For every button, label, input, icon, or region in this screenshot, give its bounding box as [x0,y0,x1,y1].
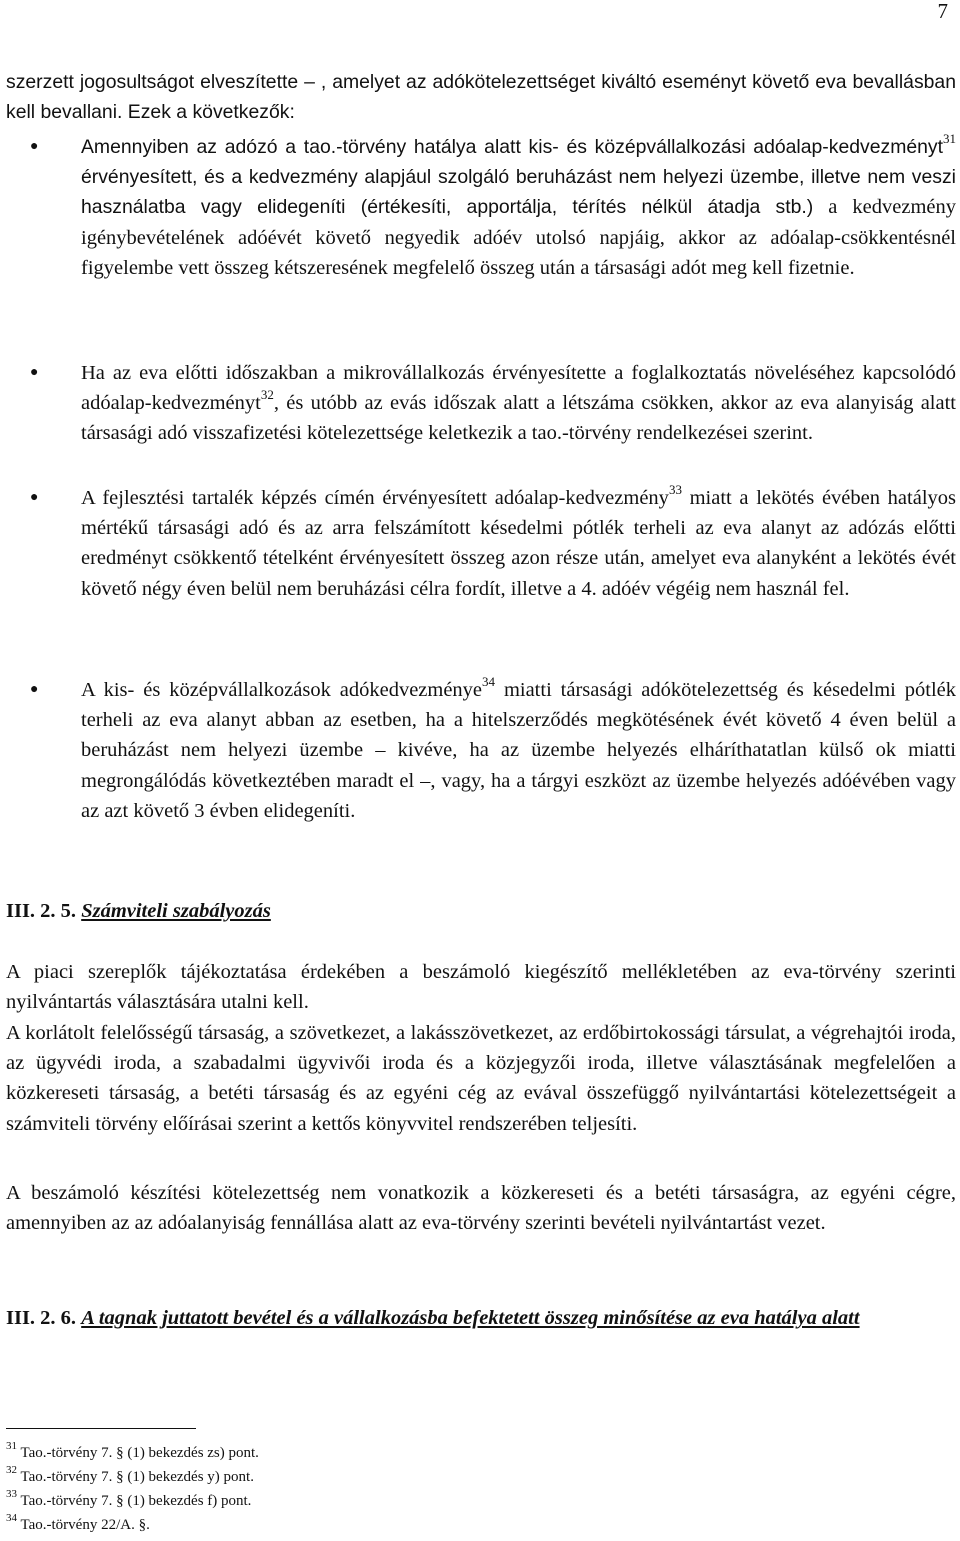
list-item-text: A kis- és középvállalkozások adókedvezménye [81,679,483,701]
list-item-text: Amennyiben az adózó a tao.-törvény hatálya alatt kis- és középvállalkozási adóalap-kedvezményt [81,136,943,158]
section-heading [6,896,271,926]
footnote-number: 34 [6,1512,17,1524]
section-heading [6,1303,956,1333]
bullet-dot-icon: ● [30,139,39,154]
intro-paragraph: szerzett jogosultságot elveszítette – , amelyet az adókötelezettséget kiváltó eseményt követő eva bevallásban kell bevallani. Ezek a következők: [6,71,956,124]
footnote-text: Tao.-törvény 22/A. §. [17,1517,150,1533]
list-item-text: miatt a lekötés évében hatályos mértékű társasági adó és az arra felszámított késedelmi pótlék terheli az eva alanyt az adózás előtti eredményt csökkentő tételként érvényesített összeg azon része után, amelyet eva alanyként a lekötés évét követő négy éven belül nem beruházási célra fordít, illetve a 4. adóév végéig nem használ fel. [81,487,956,600]
footnote [6,1465,254,1489]
list-item-text: A fejlesztési tartalék képzés címén érvényesített adóalap-kedvezmény [81,487,669,509]
list-item [81,358,956,449]
footnote [6,1441,259,1465]
body-paragraph: A korlátolt felelősségű társaság, a szövetkezet, a lakásszövetkezet, az erdőbirtokossági társulat, a végrehajtói iroda, az ügyvédi iroda, a szabadalmi ügyvivői iroda és a közjegyzői iroda, illetve választásának megfelelően a közkereseti társaság, a betéti társaság és az egyéni cég az evával összefüggő nyilvántartási kötelezettségeit a számviteli törvény előírásai szerint a kettős könyvvitel rendszerében teljesíti. [6,1022,956,1135]
footnote-text: Tao.-törvény 7. § (1) bekezdés y) pont. [17,1469,254,1485]
footnote-ref: 31 [943,131,956,147]
section-title: A tagnak juttatott bevétel és a vállalkozásba befektetett összeg minősítése az eva hatálya alatt [81,1307,860,1329]
footnote-number: 33 [6,1488,17,1500]
list-item-text: miatti társasági adókötelezettség és késedelmi pótlék terheli az eva alanyt abban az esetben, ha a hitelszerződés megkötésének évét követő 4 éven belül a beruházást nem helyezi üzembe – kivéve, ha az üzembe helyezés elháríthatatlan külső ok miatti megrongálódás következtében maradt el –, vagy, ha a tárgyi eszközt az üzembe helyezés adóévében vagy az azt követő 3 évben elidegeníti. [81,679,957,822]
footnote-number: 31 [6,1440,17,1452]
bullet-dot-icon: ● [30,365,39,380]
list-item [81,675,956,826]
footnote-text: Tao.-törvény 7. § (1) bekezdés zs) pont. [17,1445,259,1461]
bullet-dot-icon: ● [30,682,39,697]
footnote-number: 32 [6,1464,17,1476]
section-number: III. 2. 6. [6,1307,82,1329]
list-item-text: , és utóbb az evás időszak alatt a létszáma csökken, akkor az eva alanyiság alatt társasági adó visszafizetési kötelezettsége keletkezik a tao.-törvény rendelkezései szerint. [81,392,956,445]
section-number: III. 2. 5. [6,900,82,922]
footnote-ref: 32 [260,387,274,403]
footnote [6,1513,150,1537]
body-paragraph: A piaci szereplők tájékoztatása érdekében a beszámoló kiegészítő mellékletében az eva-törvény szerinti nyilvántartás választására utalni kell. [6,961,956,1014]
body-paragraph: A beszámoló készítési kötelezettség nem vonatkozik a közkereseti és a betéti társaságra, az egyéni cégre, amennyiben az az adóalanyiság fennállása alatt az eva-törvény szerinti bevételi nyilvántartást vezet. [6,1182,956,1235]
list-item-text: érvényesített, és a kedvezmény alapjául szolgáló beruházást nem helyezi üzembe, illetve nem veszi használatba vagy elidegeníti (értékesíti, apportálja, térítés nélkül átadja stb.) [81,166,956,219]
list-item [81,132,956,283]
footnote-text: Tao.-törvény 7. § (1) bekezdés f) pont. [17,1493,252,1509]
page-number: 7 [937,0,948,23]
footnote [6,1489,251,1513]
bullet-dot-icon: ● [30,490,39,505]
list-item-text: Ha az eva előtti időszakban a mikrovállalkozás érvényesítette a foglalkoztatás növeléséhez kapcsolódó adóalap-kedvezményt [81,362,956,415]
list-item-text: a kedvezmény igénybevételének adóévét követő negyedik adóév utolsó napjáig, akkor az adóalap-csökkentésnél figyelembe vett összeg kétszeresének megfelelő összeg után a társasági adót meg kell fizetnie. [81,196,956,279]
list-item [81,483,956,604]
footnote-ref: 33 [668,482,682,498]
footnote-ref: 34 [482,674,496,690]
section-title: Számviteli szabályozás [81,900,271,922]
footnote-divider [6,1428,196,1429]
